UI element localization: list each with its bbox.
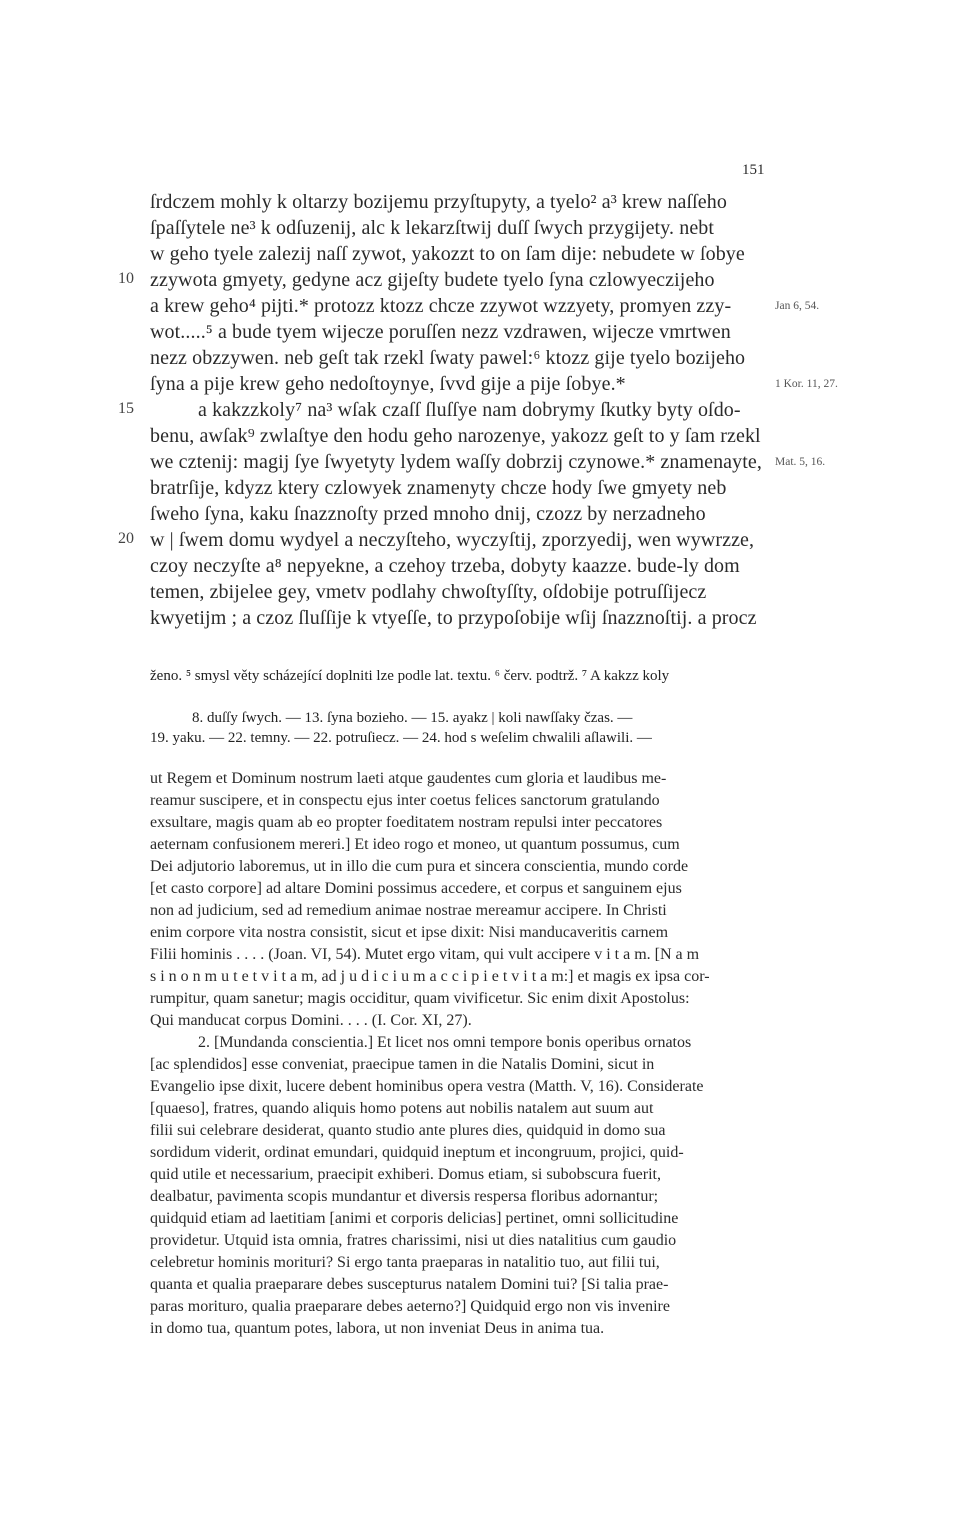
czech-line: ſrdczem mohly k oltarzy bozijemu przyſtupyty, a tyelo² a³ krew naſſeho [150,191,727,213]
latin-line: exsultare, magis quam ab eo propter foeditatem nostram repulsi inter peccatores [150,814,663,831]
czech-line: czoy neczyſte a⁸ nepyekne, a czehoy trzeba, dobyty kaazze. bude-ly dom [150,555,740,577]
latin-line: Qui manducat corpus Domini. . . . (I. Cor. XI, 27). [150,1012,472,1029]
apparatus-line: 8. duſſy ſwych. — 13. ſyna bozieho. — 15. ayakz | koli nawſſaky čzas. — [192,710,633,726]
czech-line: a krew geho⁴ pijti.* protozz ktozz chcze zzywot wzzyety, promyen zzy- [150,295,732,317]
line-number: 20 [118,530,134,547]
czech-line: wot.....⁵ a bude tyem wijecze poruſſen nezz vzdrawen, wijecze vmrtwen [150,321,731,343]
latin-line: Dei adjutorio laboremus, ut in illo die cum pura et sincera conscientia, mundo corde [150,858,689,875]
latin-line: Filii hominis . . . . (Joan. VI, 54). Mutet ergo vitam, qui vult accipere v i t a m. [N a m [150,946,700,963]
line-number: 10 [118,270,134,287]
footnote-line: ženo. ⁵ smysl věty scházející doplniti lze podle lat. textu. ⁶ červ. podtrž. ⁷ A kakzz koly [150,668,670,684]
latin-line: providetur. Utquid ista omnia, fratres charissimi, nisi ut dies natalitius cum gaudio [150,1232,677,1249]
margin-reference: Jan 6, 54. [775,300,820,312]
latin-line: quid utile et necessarium, praecipit exhiberi. Domus etiam, si subobscura fuerit, [150,1166,661,1183]
latin-line: in domo tua, quantum potes, labora, ut non inveniat Deus in anima tua. [150,1320,605,1337]
latin-line: quanta et qualia praeparare debes suscepturus natalem Domini tui? [Si talia prae- [150,1276,669,1293]
czech-line: benu, awſak⁹ zwlaſtye den hodu geho narozenye, yakozz geſt to y ſam rzekl [150,425,761,447]
czech-line: a kakzzkoly⁷ na³ wſak czaſſ ſluſſye nam dobrymy ſkutky byty oſdo- [198,399,741,421]
latin-line: ut Regem et Dominum nostrum laeti atque gaudentes cum gloria et laudibus me- [150,770,667,787]
latin-line: enim corpore vita nostra consistit, sicut et ipse dixit: Nisi manducaveritis carnem [150,924,669,941]
latin-line: paras morituro, qualia praeparare debes aeterno?] Quidquid ergo non vis invenire [150,1298,670,1315]
latin-line: non ad judicium, sed ad remedium animae nostrae mereamur accipere. In Christi [150,902,667,919]
latin-text [150,768,770,1340]
czech-line: ſpaſſytele ne³ k odſuzenij, alc k lekarzſtwij duſſ ſwych przygijety. nebt [150,217,715,239]
czech-line: temen, zbijelee gey, vmetv podlahy chwoſtyſſty, oſdobije potruſſijecz [150,581,707,603]
czech-line: ſweho ſyna, kaku ſnazznoſty przed mnoho dnij, czozz by nerzadneho [150,503,706,525]
czech-line: ſyna a pije krew geho nedoſtoynye, ſvvd gije a pije ſobye.* [150,373,626,395]
latin-line: reamur suscipere, et in conspectu ejus inter coetus felices sanctorum gratulando [150,792,660,809]
apparatus-line: 19. yaku. — 22. temny. — 22. potruſiecz. — 24. hod s weſelim chwalili aſlawili. — [150,730,652,746]
line-number: 15 [118,400,134,417]
old-czech-text [150,189,770,631]
czech-line: w | ſwem domu wydyel a neczyſteho, wyczyſtij, zporzyedij, wen wywrzze, [150,529,755,551]
czech-line: we cztenij: magij ſye ſwyetyty lydem waſſy dobrzij czynowe.* znamenayte, [150,451,762,473]
latin-line: celebretur hominis morituri? Si ergo tanta praeparas in natalitio tuo, aut filii tui, [150,1254,660,1271]
latin-line: rumpitur, quam sanetur; magis occiditur, quam vivificetur. Sic enim dixit Apostolus: [150,990,690,1007]
czech-line: nezz obzzywen. neb geſt tak rzekl ſwaty pawel:⁶ ktozz gije tyelo bozijeho [150,347,746,369]
margin-reference: 1 Kor. 11, 27. [775,378,838,390]
czech-line: w geho tyele zalezij naſſ zywot, yakozzt to on ſam dije: nebudete w ſobye [150,243,745,265]
latin-line: sordidum viderit, ordinat emundari, quidquid ineptum et incongruum, projici, quid- [150,1144,684,1161]
czech-line: zzywota gmyety, gedyne acz gijeſty budete tyelo ſyna czlowyeczijeho [150,269,715,291]
latin-line: filii sui celebrare desiderat, quanto studio ante plures dies, quidquid in domo sua [150,1122,666,1139]
latin-line: aeternam confusionem mereri.] Et ideo rogo et moneo, ut quantum possumus, cum [150,836,680,853]
margin-reference: Mat. 5, 16. [775,456,826,468]
page-number: 151 [742,162,765,178]
latin-line: s i n o n m u t e t v i t a m, ad j u d i c i u m a c c i p i e t v i t a m:] et magis ex ipsa cor- [150,968,710,985]
czech-line: kwyetijm ; a czoz ſluſſije k vtyeſſe, to przypoſobije wſij ſnazznoſtij. a procz [150,607,757,629]
latin-line: Evangelio ipse dixit, lucere debent hominibus opera vestra (Matth. V, 16). Considerate [150,1078,704,1095]
latin-line: [ac splendidos] esse conveniat, praecipue tamen in die Natalis Domini, sicut in [150,1056,655,1073]
latin-line: dealbatur, pavimenta scopis mundantur et diversis respersa floribus adornantur; [150,1188,659,1205]
latin-line: [quaeso], fratres, quando aliquis homo potens aut nobilis natalem aut suum aut [150,1100,654,1117]
czech-line: bratrſije, kdyzz ktery czlowyek znamenyty chcze hody ſwe gmyety neb [150,477,727,499]
latin-line: quidquid etiam ad laetitiam [animi et corporis delicias] pertinet, omni sollicitudine [150,1210,679,1227]
latin-line: 2. [Mundanda conscientia.] Et licet nos omni tempore bonis operibus ornatos [198,1034,692,1051]
latin-line: [et casto corpore] ad altare Domini possimus accedere, et corpus et sanguinem ejus [150,880,682,897]
